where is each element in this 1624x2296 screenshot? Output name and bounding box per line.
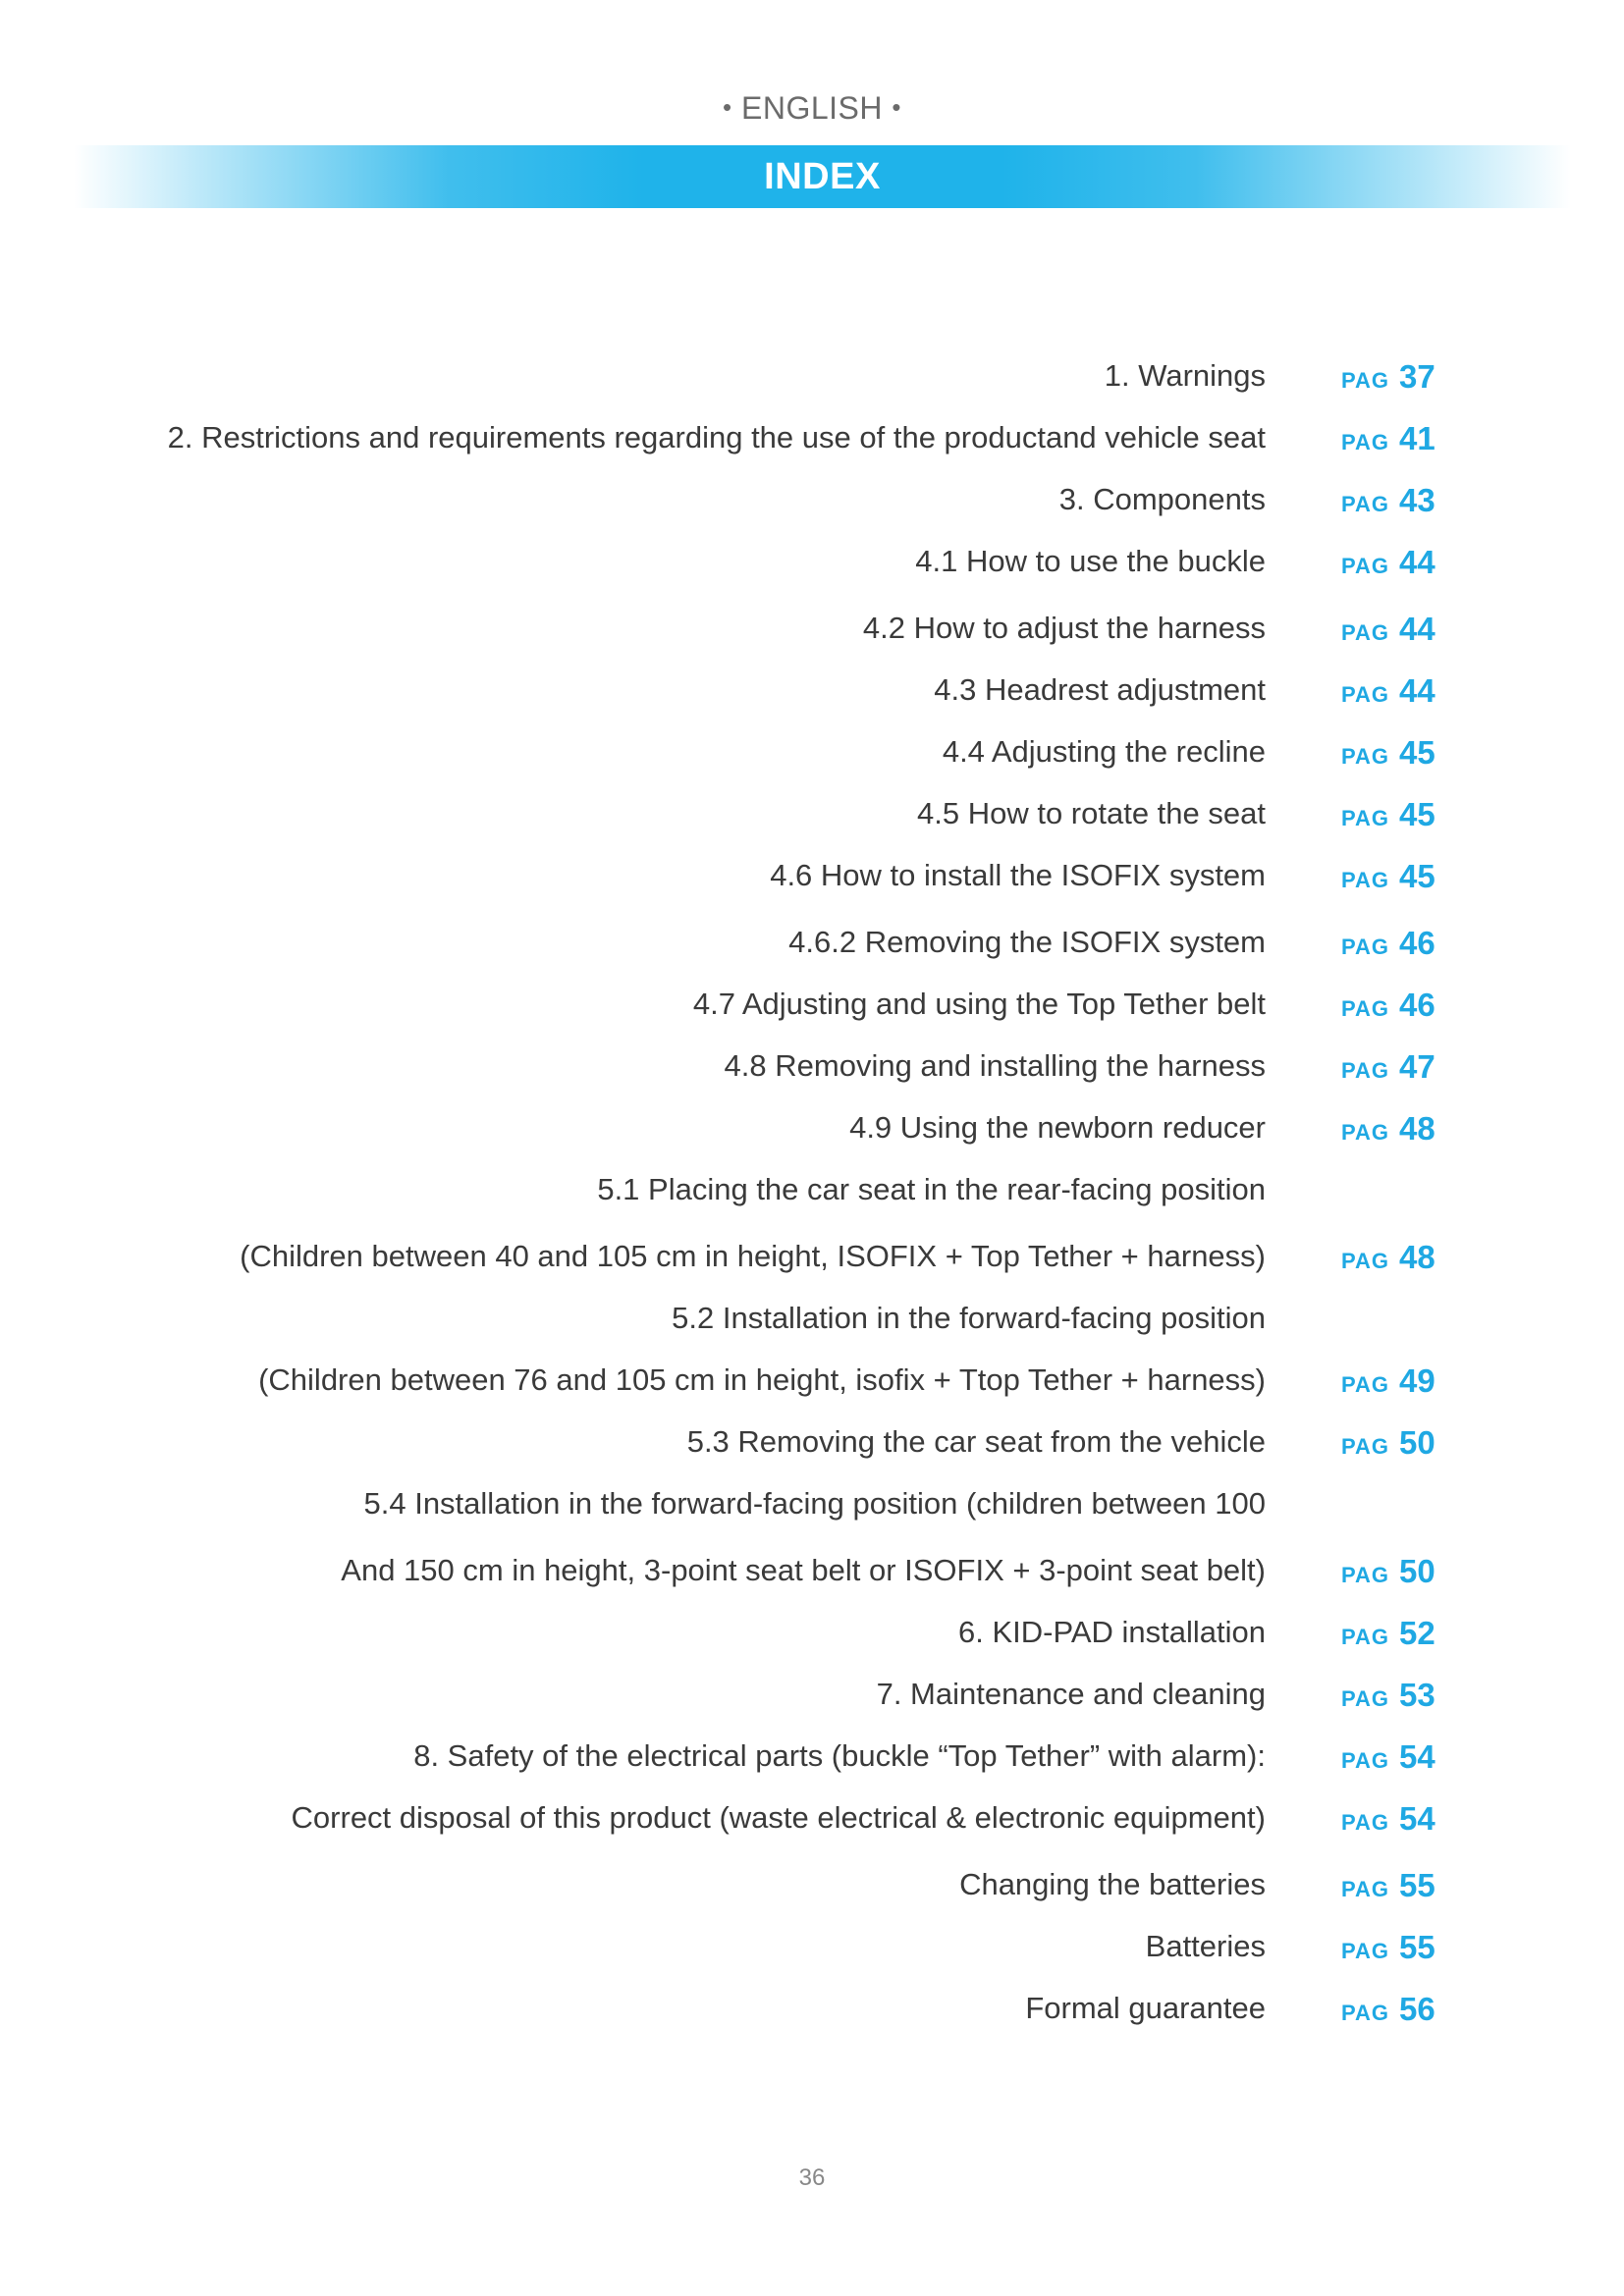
page-number-ref: 41 (1399, 420, 1435, 456)
toc-page-ref (1341, 987, 1435, 1024)
toc-page-ref (1341, 1738, 1435, 1776)
language-label (0, 90, 1624, 127)
pag-label: PAG (1341, 430, 1390, 454)
table-of-contents (0, 344, 1624, 2038)
toc-page-ref (1341, 1929, 1435, 1966)
toc-entry-title: 4.6.2 Removing the ISOFIX system (788, 925, 1266, 959)
toc-entry[interactable] (0, 529, 1624, 591)
toc-entry-title: Formal guarantee (1025, 1991, 1266, 2025)
pag-label: PAG (1341, 1877, 1390, 1901)
pag-label: PAG (1341, 1625, 1390, 1649)
language-text: ENGLISH (741, 90, 883, 126)
pag-label: PAG (1341, 1686, 1390, 1711)
toc-page-ref (1341, 1110, 1435, 1148)
toc-entry-title: 3. Components (1058, 482, 1266, 516)
toc-entry-title: (Children between 76 and 105 cm in height, isofix + Ttop Tether + harness) (258, 1362, 1266, 1397)
page-number-ref: 54 (1399, 1738, 1435, 1775)
toc-entry-title: (Children between 40 and 105 cm in height, ISOFIX + Top Tether + harness) (240, 1239, 1266, 1273)
toc-entry-title: 4.5 How to rotate the seat (917, 796, 1266, 830)
toc-entry-title: 6. KID-PAD installation (958, 1615, 1266, 1649)
bullet-left: • (723, 92, 732, 122)
page-number-ref: 48 (1399, 1239, 1435, 1275)
toc-entry[interactable] (0, 1286, 1624, 1348)
pag-label: PAG (1341, 1563, 1390, 1587)
toc-page-ref (1341, 420, 1435, 457)
page-number-ref: 52 (1399, 1615, 1435, 1651)
page-number-ref: 49 (1399, 1362, 1435, 1399)
toc-entry-title: 7. Maintenance and cleaning (876, 1677, 1266, 1711)
toc-page-ref (1341, 544, 1435, 581)
toc-entry[interactable] (0, 1914, 1624, 1976)
index-title: INDEX (764, 156, 881, 197)
toc-entry[interactable] (0, 467, 1624, 529)
toc-entry[interactable] (0, 720, 1624, 781)
toc-page-ref (1341, 734, 1435, 772)
toc-entry-title: 4.3 Headrest adjustment (934, 672, 1266, 707)
pag-label: PAG (1341, 1372, 1390, 1397)
pag-label: PAG (1341, 1939, 1390, 1963)
toc-entry[interactable] (0, 1219, 1624, 1286)
page-number-ref: 56 (1399, 1991, 1435, 2027)
pag-label: PAG (1341, 996, 1390, 1021)
page-number-ref: 45 (1399, 858, 1435, 894)
toc-entry-title: 4.9 Using the newborn reducer (849, 1110, 1266, 1145)
toc-entry[interactable] (0, 658, 1624, 720)
page-number-ref: 46 (1399, 925, 1435, 961)
toc-entry[interactable] (0, 1471, 1624, 1533)
toc-page-ref (1341, 1991, 1435, 2028)
page-number-ref: 54 (1399, 1800, 1435, 1837)
toc-entry[interactable] (0, 1348, 1624, 1410)
index-banner (74, 145, 1571, 208)
pag-label: PAG (1341, 1120, 1390, 1145)
toc-page-ref (1341, 358, 1435, 396)
toc-entry[interactable] (0, 1724, 1624, 1786)
page-number-ref: 44 (1399, 611, 1435, 647)
toc-page-ref (1341, 858, 1435, 895)
page-number-ref: 45 (1399, 796, 1435, 832)
toc-entry[interactable] (0, 344, 1624, 405)
toc-entry-title: 4.4 Adjusting the recline (942, 734, 1266, 769)
toc-page-ref (1341, 482, 1435, 519)
page-number-ref: 53 (1399, 1677, 1435, 1713)
toc-page-ref (1341, 611, 1435, 648)
toc-entry-title: 2. Restrictions and requirements regarding the use of the productand vehicle seat (167, 420, 1266, 454)
toc-entry[interactable] (0, 1976, 1624, 2038)
toc-entry-title: 8. Safety of the electrical parts (buckle “Top Tether” with alarm): (413, 1738, 1266, 1773)
toc-entry-title: And 150 cm in height, 3-point seat belt or ISOFIX + 3-point seat belt) (341, 1553, 1266, 1587)
page-number-ref: 45 (1399, 734, 1435, 771)
toc-entry-title: Batteries (1145, 1929, 1266, 1963)
toc-page-ref (1341, 1424, 1435, 1462)
toc-entry[interactable] (0, 1847, 1624, 1914)
page-number-ref: 44 (1399, 544, 1435, 580)
page-number-ref: 50 (1399, 1553, 1435, 1589)
toc-entry-title: 5.1 Placing the car seat in the rear-facing position (597, 1172, 1266, 1206)
pag-label: PAG (1341, 620, 1390, 645)
page-number-ref: 46 (1399, 987, 1435, 1023)
toc-page-ref (1341, 1048, 1435, 1086)
pag-label: PAG (1341, 868, 1390, 892)
page-number-ref: 48 (1399, 1110, 1435, 1147)
toc-entry[interactable] (0, 1157, 1624, 1219)
pag-label: PAG (1341, 1748, 1390, 1773)
toc-entry-title: Changing the batteries (959, 1867, 1266, 1901)
toc-page-ref (1341, 925, 1435, 962)
toc-entry[interactable] (0, 843, 1624, 905)
toc-page-ref (1341, 1239, 1435, 1276)
pag-label: PAG (1341, 492, 1390, 516)
pag-label: PAG (1341, 1249, 1390, 1273)
toc-page-ref (1341, 1677, 1435, 1714)
toc-entry-title: 4.2 How to adjust the harness (862, 611, 1266, 645)
toc-entry[interactable] (0, 591, 1624, 658)
toc-entry-title: 4.6 How to install the ISOFIX system (770, 858, 1266, 892)
toc-entry-title: 4.7 Adjusting and using the Top Tether belt (692, 987, 1266, 1021)
page-number-ref: 44 (1399, 672, 1435, 709)
page-number: 36 (798, 2164, 826, 2191)
toc-entry[interactable] (0, 905, 1624, 972)
page-number-ref: 55 (1399, 1867, 1435, 1903)
toc-entry[interactable] (0, 1533, 1624, 1600)
page-number-ref: 50 (1399, 1424, 1435, 1461)
toc-entry[interactable] (0, 1600, 1624, 1662)
toc-entry-title: Correct disposal of this product (waste electrical & electronic equipment) (291, 1800, 1266, 1835)
toc-entry-title: 1. Warnings (1104, 358, 1266, 393)
pag-label: PAG (1341, 554, 1390, 578)
toc-entry[interactable] (0, 1786, 1624, 1847)
page-number-ref: 37 (1399, 358, 1435, 395)
pag-label: PAG (1341, 1058, 1390, 1083)
toc-entry[interactable] (0, 1095, 1624, 1157)
toc-entry[interactable] (0, 781, 1624, 843)
toc-entry[interactable] (0, 405, 1624, 467)
toc-entry[interactable] (0, 1662, 1624, 1724)
pag-label: PAG (1341, 368, 1390, 393)
pag-label: PAG (1341, 806, 1390, 830)
toc-entry-title: 4.1 How to use the buckle (915, 544, 1266, 578)
toc-page-ref (1341, 1615, 1435, 1652)
toc-page-ref (1341, 1800, 1435, 1838)
toc-entry-title: 4.8 Removing and installing the harness (724, 1048, 1266, 1083)
toc-entry[interactable] (0, 1034, 1624, 1095)
toc-page-ref (1341, 1362, 1435, 1400)
pag-label: PAG (1341, 934, 1390, 959)
toc-entry-title: 5.4 Installation in the forward-facing position (children between 100 (363, 1486, 1266, 1521)
page-number-ref: 55 (1399, 1929, 1435, 1965)
toc-entry[interactable] (0, 1410, 1624, 1471)
pag-label: PAG (1341, 1434, 1390, 1459)
toc-entry[interactable] (0, 972, 1624, 1034)
toc-entry-title: 5.3 Removing the car seat from the vehicle (686, 1424, 1266, 1459)
pag-label: PAG (1341, 2001, 1390, 2025)
toc-page-ref (1341, 796, 1435, 833)
pag-label: PAG (1341, 1810, 1390, 1835)
toc-page-ref (1341, 1867, 1435, 1904)
page-number-ref: 43 (1399, 482, 1435, 518)
bullet-right: • (892, 92, 901, 122)
pag-label: PAG (1341, 682, 1390, 707)
toc-entry-title: 5.2 Installation in the forward-facing position (672, 1301, 1266, 1335)
toc-page-ref (1341, 1553, 1435, 1590)
pag-label: PAG (1341, 744, 1390, 769)
page-number-ref: 47 (1399, 1048, 1435, 1085)
toc-page-ref (1341, 672, 1435, 710)
